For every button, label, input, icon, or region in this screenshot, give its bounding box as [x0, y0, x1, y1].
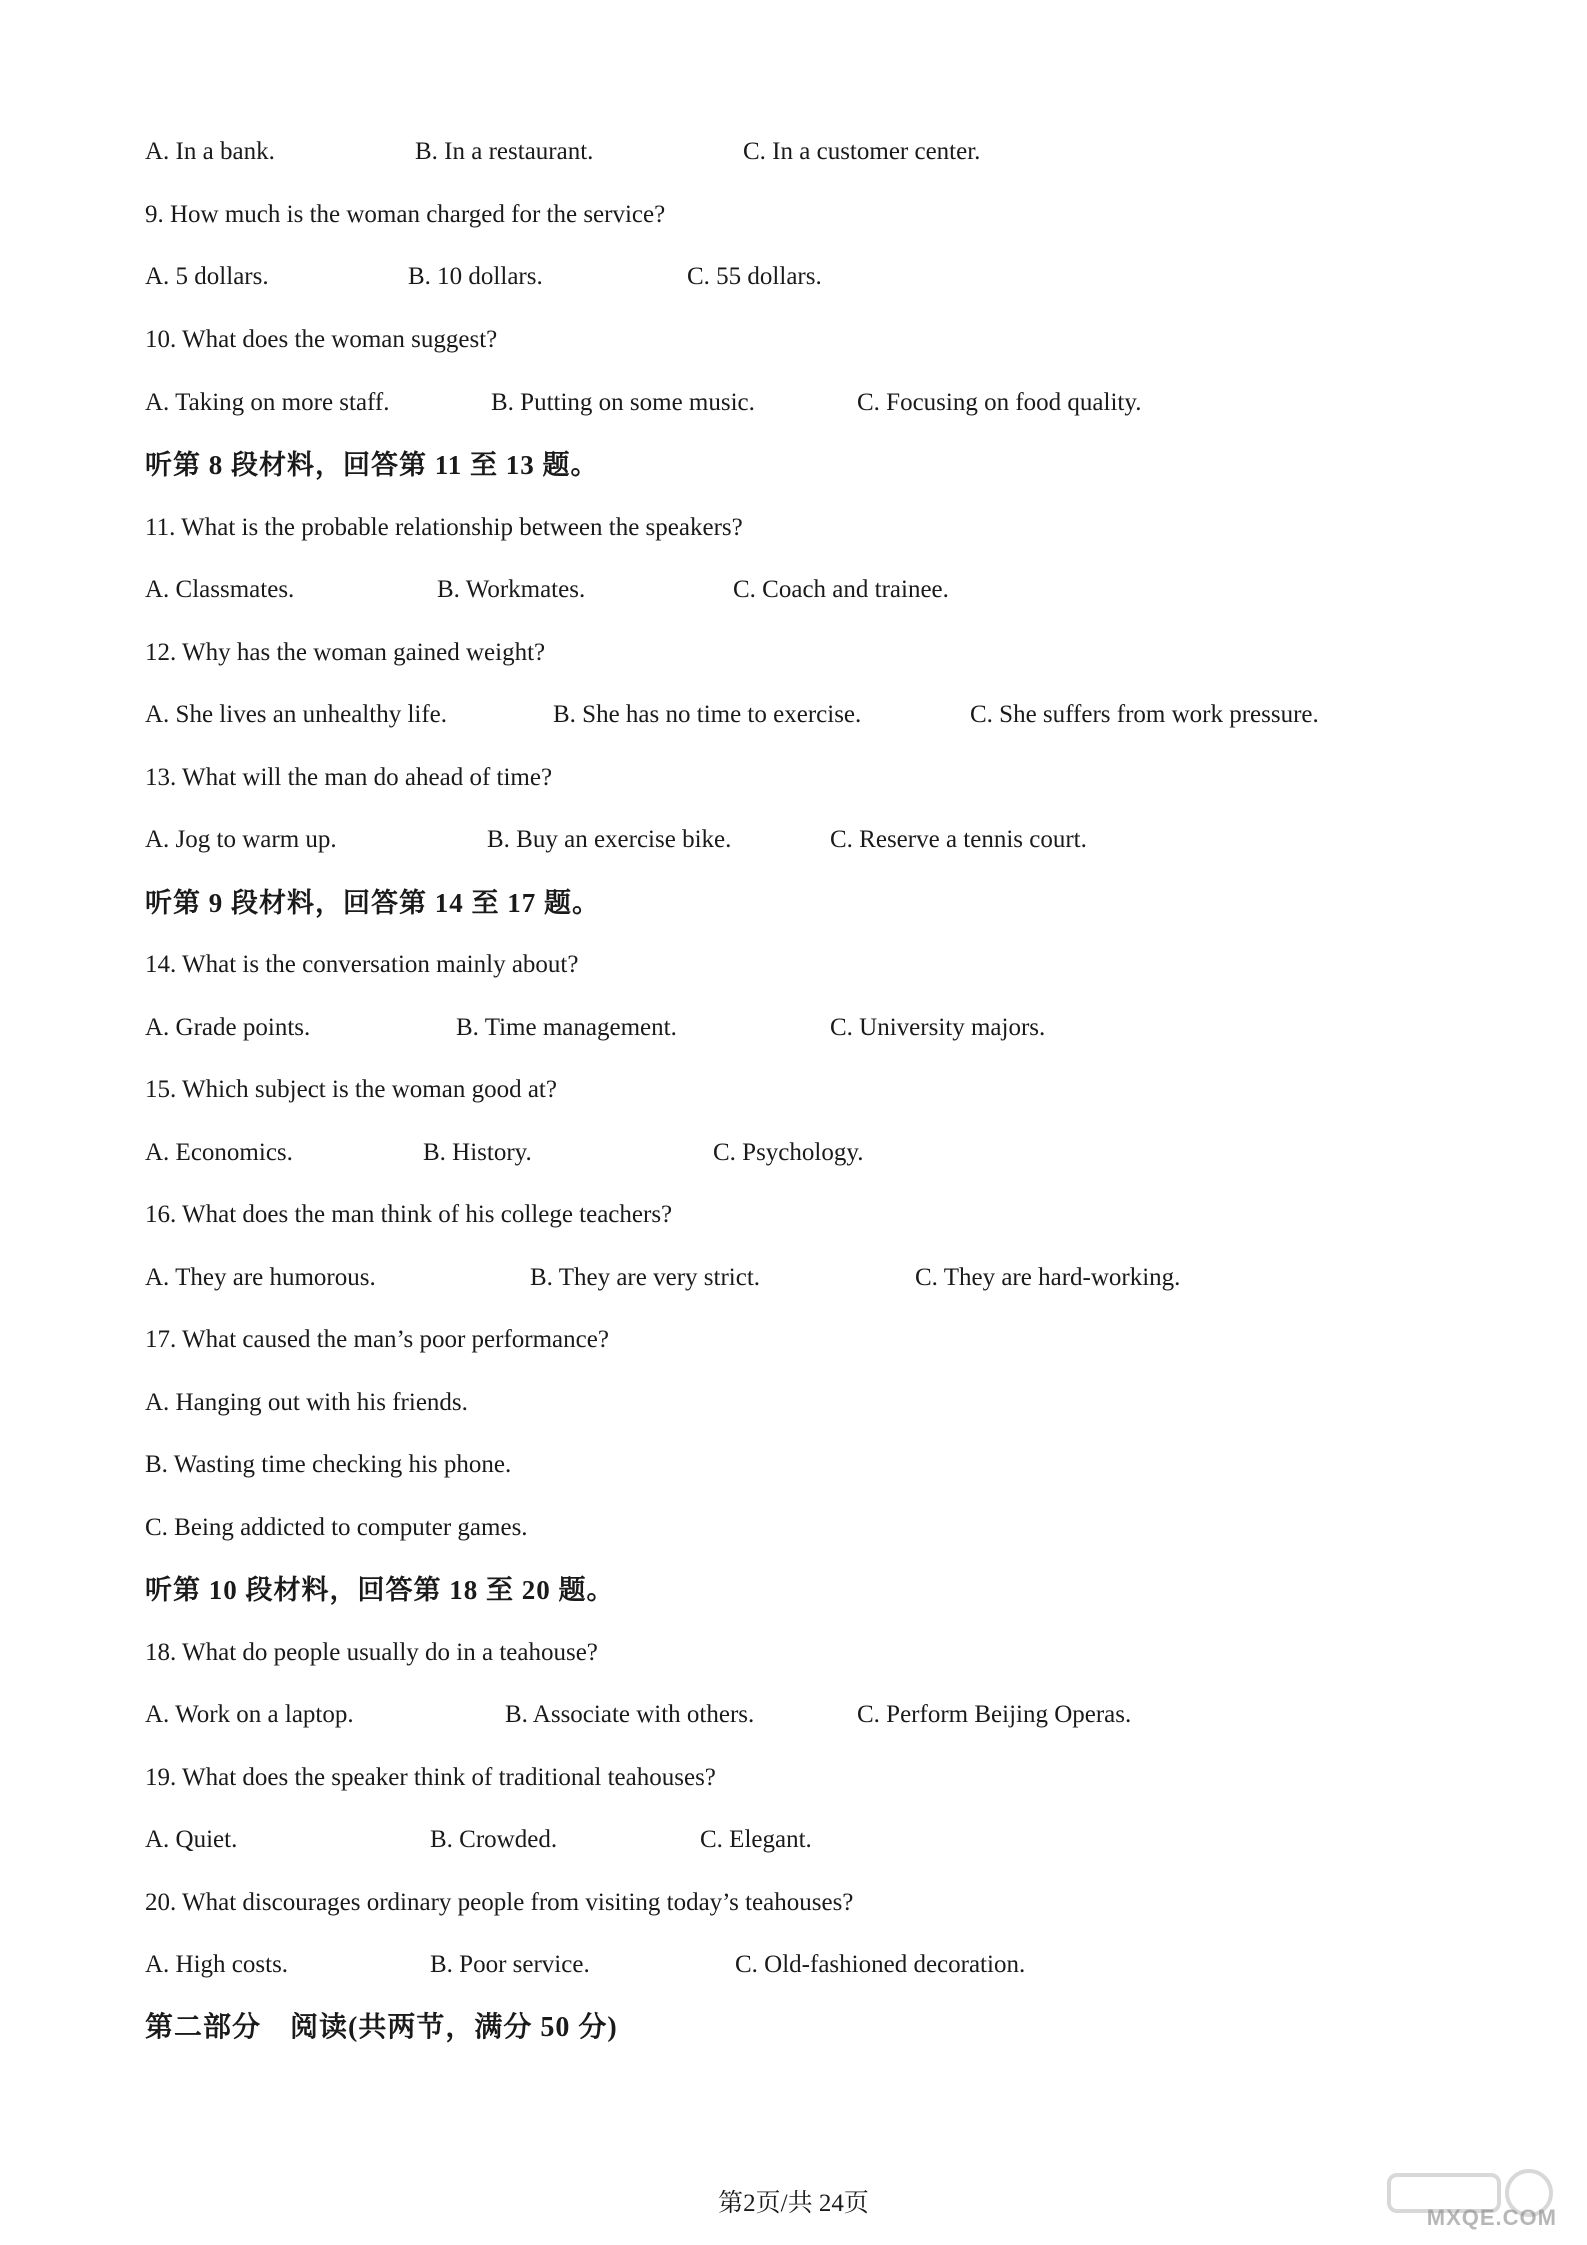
section-10-heading: 听第 10 段材料，回答第 18 至 20 题。: [145, 1575, 615, 1605]
q8-option-b: B. In a restaurant.: [415, 138, 594, 165]
q12-option-b: B. She has no time to exercise.: [553, 701, 862, 728]
q17-option-a: A. Hanging out with his friends.: [145, 1389, 468, 1416]
part-2-heading: 第二部分 阅读(共两节，满分 50 分): [145, 2012, 618, 2043]
q16-question: 16. What does the man think of his college teachers?: [145, 1201, 673, 1228]
q18-option-b: B. Associate with others.: [505, 1701, 755, 1728]
q15-option-c: C. Psychology.: [713, 1139, 864, 1166]
q14-option-c: C. University majors.: [830, 1014, 1046, 1041]
q11-question: 11. What is the probable relationship between the speakers?: [145, 514, 743, 541]
q19-option-b: B. Crowded.: [430, 1826, 558, 1853]
section-8-heading: 听第 8 段材料，回答第 11 至 13 题。: [145, 450, 599, 480]
q13-question: 13. What will the man do ahead of time?: [145, 764, 553, 791]
q17-option-b: B. Wasting time checking his phone.: [145, 1451, 512, 1478]
q8-option-a: A. In a bank.: [145, 138, 275, 165]
q16-option-a: A. They are humorous.: [145, 1264, 376, 1291]
q10-option-c: C. Focusing on food quality.: [857, 389, 1142, 416]
page-number-footer: 第2页/共 24页: [718, 2190, 869, 2217]
q16-option-c: C. They are hard-working.: [915, 1264, 1181, 1291]
q20-option-b: B. Poor service.: [430, 1951, 590, 1978]
q9-option-c: C. 55 dollars.: [687, 263, 822, 290]
q20-question: 20. What discourages ordinary people from visiting today’s teahouses?: [145, 1889, 854, 1916]
q9-option-a: A. 5 dollars.: [145, 263, 269, 290]
watermark-text: MXQE.COM: [1426, 2205, 1557, 2230]
q15-question: 15. Which subject is the woman good at?: [145, 1076, 557, 1103]
q9-option-b: B. 10 dollars.: [408, 263, 543, 290]
q15-option-a: A. Economics.: [145, 1139, 293, 1166]
q19-question: 19. What does the speaker think of traditional teahouses?: [145, 1764, 716, 1791]
q12-question: 12. Why has the woman gained weight?: [145, 639, 546, 666]
q18-option-a: A. Work on a laptop.: [145, 1701, 354, 1728]
q12-option-a: A. She lives an unhealthy life.: [145, 701, 448, 728]
q10-question: 10. What does the woman suggest?: [145, 326, 498, 353]
section-9-heading: 听第 9 段材料，回答第 14 至 17 题。: [145, 888, 600, 918]
q14-question: 14. What is the conversation mainly about?: [145, 951, 579, 978]
q15-option-b: B. History.: [423, 1139, 532, 1166]
q19-option-c: C. Elegant.: [700, 1826, 812, 1853]
q14-option-b: B. Time management.: [456, 1014, 677, 1041]
q17-question: 17. What caused the man’s poor performance?: [145, 1326, 609, 1353]
q11-option-b: B. Workmates.: [437, 576, 586, 603]
q12-option-c: C. She suffers from work pressure.: [970, 701, 1319, 728]
q20-option-a: A. High costs.: [145, 1951, 289, 1978]
q18-option-c: C. Perform Beijing Operas.: [857, 1701, 1132, 1728]
q19-option-a: A. Quiet.: [145, 1826, 238, 1853]
q9-question: 9. How much is the woman charged for the service?: [145, 201, 666, 228]
q13-option-b: B. Buy an exercise bike.: [487, 826, 732, 853]
q20-option-c: C. Old-fashioned decoration.: [735, 1951, 1026, 1978]
q17-option-c: C. Being addicted to computer games.: [145, 1514, 528, 1541]
q8-option-c: C. In a customer center.: [743, 138, 981, 165]
q16-option-b: B. They are very strict.: [530, 1264, 761, 1291]
q10-option-b: B. Putting on some music.: [491, 389, 755, 416]
q10-option-a: A. Taking on more staff.: [145, 389, 390, 416]
q18-question: 18. What do people usually do in a teahouse?: [145, 1639, 598, 1666]
q14-option-a: A. Grade points.: [145, 1014, 311, 1041]
q11-option-c: C. Coach and trainee.: [733, 576, 949, 603]
q13-option-c: C. Reserve a tennis court.: [830, 826, 1087, 853]
q11-option-a: A. Classmates.: [145, 576, 295, 603]
q13-option-a: A. Jog to warm up.: [145, 826, 337, 853]
